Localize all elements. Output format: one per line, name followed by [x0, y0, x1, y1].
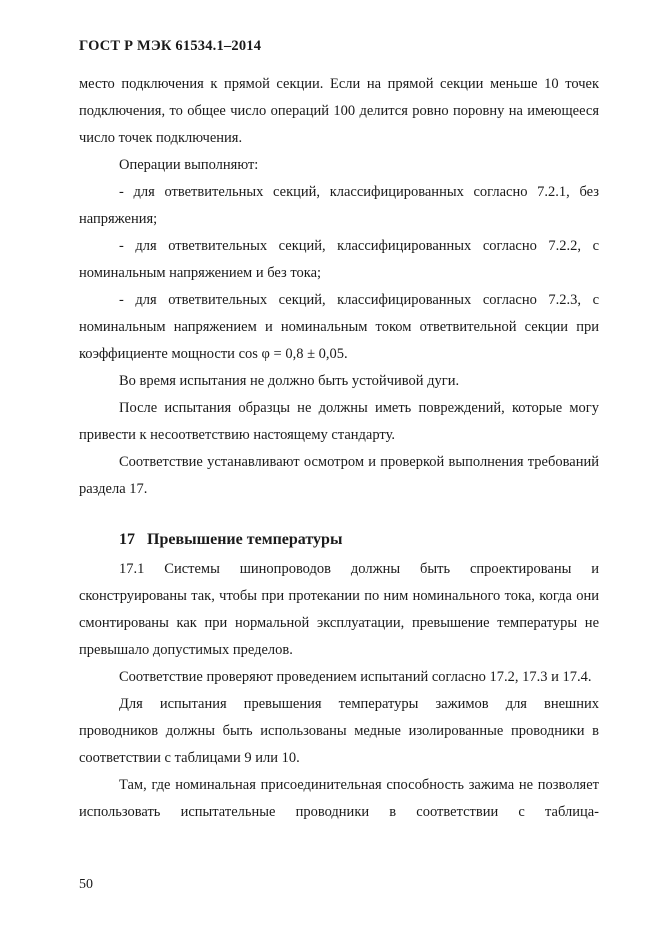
page-number: 50 [79, 877, 93, 892]
paragraph: место подключения к прямой секции. Если на прямой секции меньше 10 точек подключения, то общее число операций 100 делится ровно поровну на имеющееся число точек подключения. [79, 76, 599, 146]
paragraph: Во время испытания не должно быть устойчивой дуги. [119, 373, 460, 389]
paragraph: 17.1 Системы шинопроводов должны быть спроектированы и сконструированы так, чтобы при протекании по ним номинального тока, когда они смонтированы как при нормальной эксплуатации, превышение температуры не превышало допустимых пределов. [79, 561, 599, 658]
paragraph: Операции выполняют: [119, 157, 259, 173]
paragraph: Для испытания превышения температуры зажимов для внешних проводников должны быть использованы медные изолированные проводники в соответствии с таблицами 9 или 10. [79, 696, 599, 766]
paragraph: Соответствие проверяют проведением испытаний согласно 17.2, 17.3 и 17.4. [119, 669, 592, 685]
section-heading [119, 531, 342, 549]
paragraph: Там, где номинальная присоединительная способность зажима не позволяет использовать испытательные проводники в соответствии с таблица- [79, 777, 599, 820]
list-item: - для ответвительных секций, классифицированных согласно 7.2.2, с номинальным напряжением и без тока; [79, 238, 599, 281]
section-number: 17 [119, 531, 135, 548]
document-header: ГОСТ Р МЭК 61534.1–2014 [79, 38, 262, 54]
text-block-bottom [79, 556, 599, 826]
list-item: - для ответвительных секций, классифицированных согласно 7.2.1, без напряжения; [79, 184, 599, 227]
text-block-top [79, 71, 599, 503]
paragraph: После испытания образцы не должны иметь повреждений, которые могу привести к несоответствию настоящему стандарту. [79, 400, 599, 443]
section-title: Превышение температуры [147, 531, 343, 548]
list-item: - для ответвительных секций, классифицированных согласно 7.2.3, с номинальным напряжением и номинальным током ответвительной секции при коэффициенте мощности cos φ = 0,8 ± 0,05. [79, 292, 599, 362]
paragraph: Соответствие устанавливают осмотром и проверкой выполнения требований раздела 17. [79, 454, 599, 497]
